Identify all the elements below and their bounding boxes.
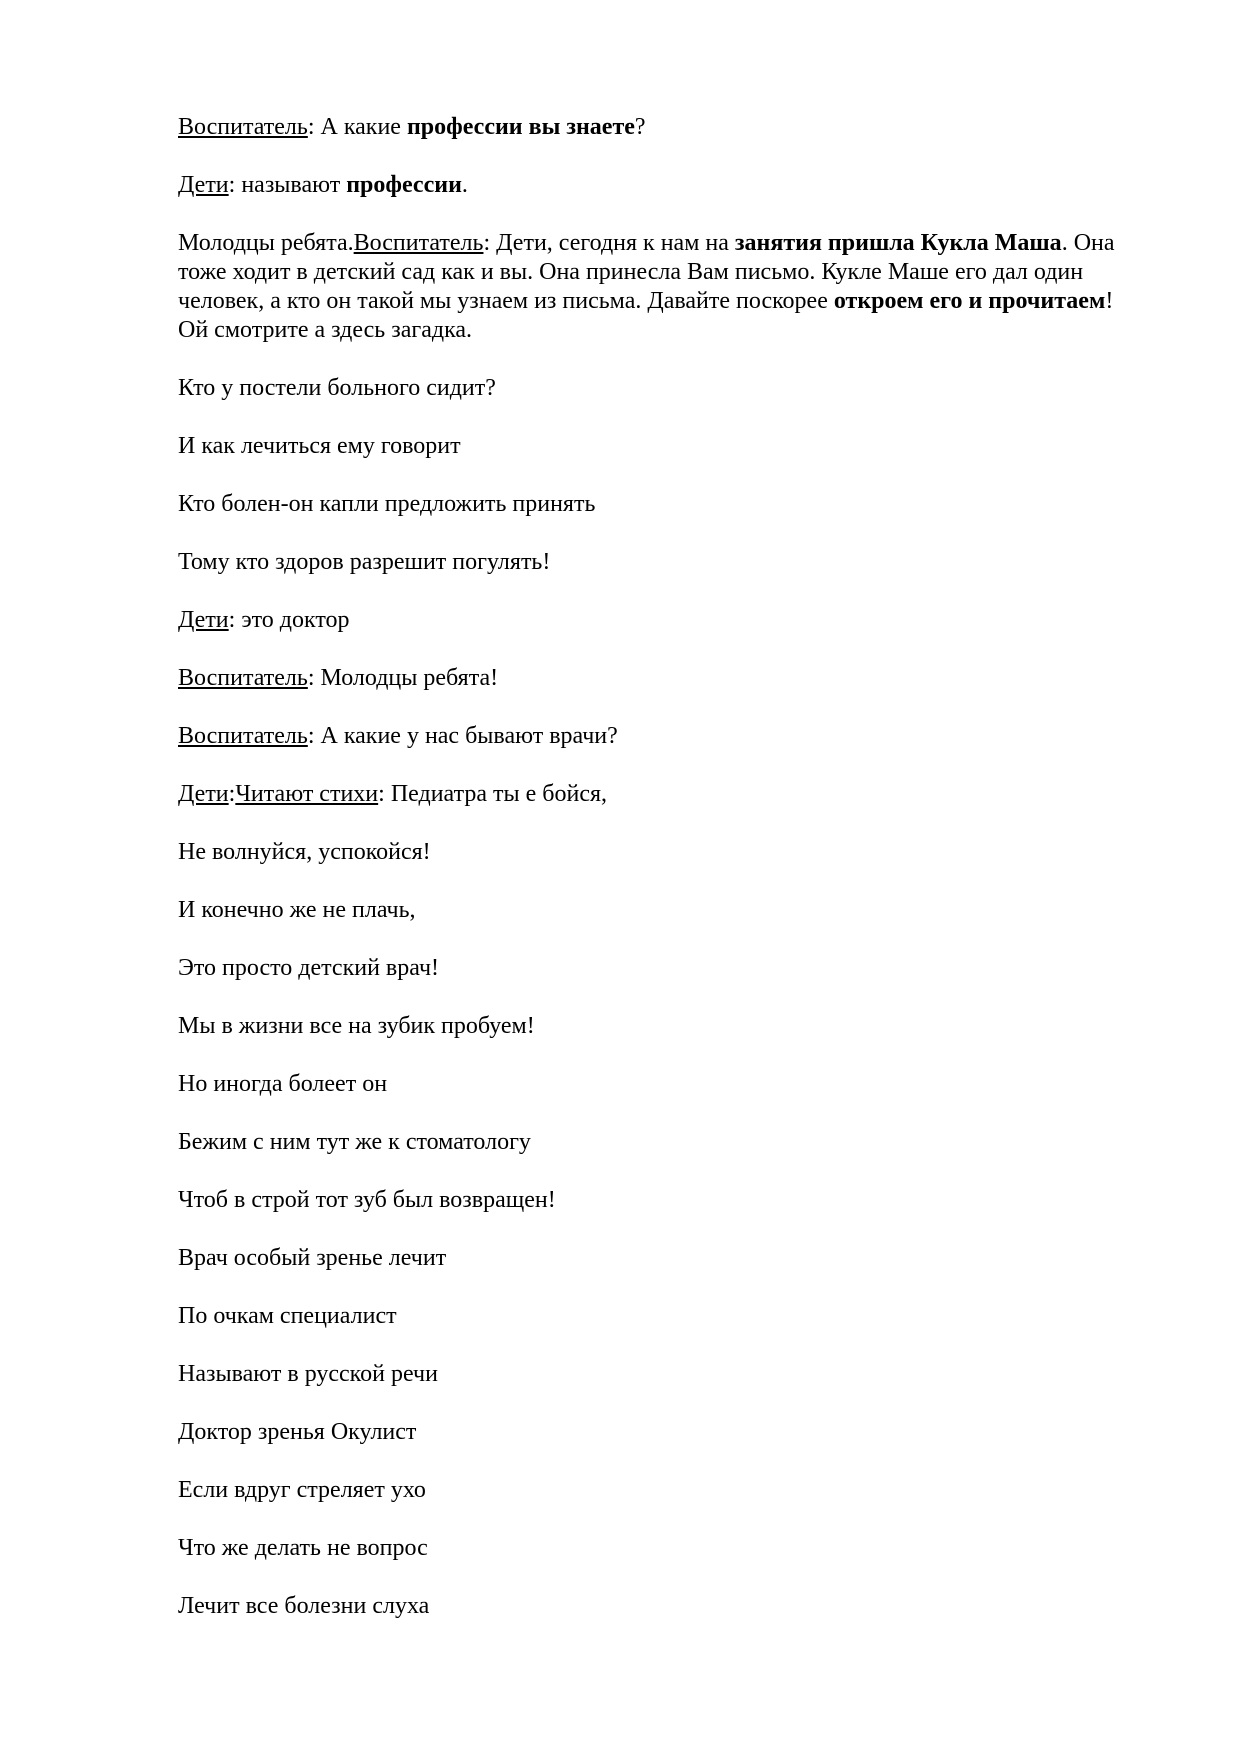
speaker-label: Воспитатель [178, 723, 308, 749]
riddle-line: Тому кто здоров разрешит погулять! [178, 549, 551, 575]
poem-line: Врач особый зренье лечит [178, 1245, 447, 1271]
action-label: Читают стихи [235, 781, 379, 807]
riddle-line: Кто болен-он капли предложить принять [178, 491, 596, 517]
poem-line: Это просто детский врач! [178, 955, 440, 981]
document-body [178, 113, 1138, 1650]
poem-line: Что же делать не вопрос [178, 1535, 428, 1561]
speaker-label: Воспитатель [178, 114, 308, 140]
speaker-label: Дети [178, 781, 229, 807]
paragraph-teacher-praise: Воспитатель: Молодцы ребята! [178, 665, 499, 691]
poem-line: Бежим с ним тут же к стоматологу [178, 1129, 531, 1155]
poem-line: Называют в русской речи [178, 1361, 438, 1387]
poem-line: Не волнуйся, успокойся! [178, 839, 431, 865]
paragraph-children-poems: Дети:Читают стихи: Педиатра ты е бойся, [178, 781, 608, 807]
speaker-label: Воспитатель [353, 230, 484, 256]
paragraph-teacher-doctors-question: Воспитатель: А какие у нас бывают врачи? [178, 723, 618, 749]
poem-line: И конечно же не плачь, [178, 897, 416, 923]
speaker-label: Воспитатель [178, 665, 308, 691]
poem-line: Чтоб в строй тот зуб был возвращен! [178, 1187, 556, 1213]
paragraph-children-answer: Дети: называют профессии. [178, 172, 468, 198]
poem-line: Если вдруг стреляет ухо [178, 1477, 426, 1503]
paragraph-doll-letter: Молодцы ребята.Воспитатель: Дети, сегодня к нам на занятия пришла Кукла Маша. Она тоже ходит в детский сад как и вы. Она принесла Вам письмо. Кукле Маше его дал один человек, а кто он такой мы узнаем из письма. Давайте поскорее откроем его и прочитаем! Ой смотрите а здесь загадка. [178, 230, 1115, 343]
poem-line: Но иногда болеет он [178, 1071, 388, 1097]
speaker-label: Дети [178, 172, 229, 198]
poem-line: По очкам специалист [178, 1303, 397, 1329]
riddle-line: И как лечиться ему говорит [178, 433, 461, 459]
riddle-line: Кто у постели больного сидит? [178, 375, 496, 401]
poem-line: Доктор зренья Окулист [178, 1419, 417, 1445]
poem-line: Лечит все болезни слуха [178, 1593, 430, 1619]
paragraph-teacher-question: Воспитатель: А какие профессии вы знаете? [178, 114, 646, 140]
poem-line: Мы в жизни все на зубик пробуем! [178, 1013, 535, 1039]
speaker-label: Дети [178, 607, 229, 633]
paragraph-children-doctor: Дети: это доктор [178, 607, 350, 633]
